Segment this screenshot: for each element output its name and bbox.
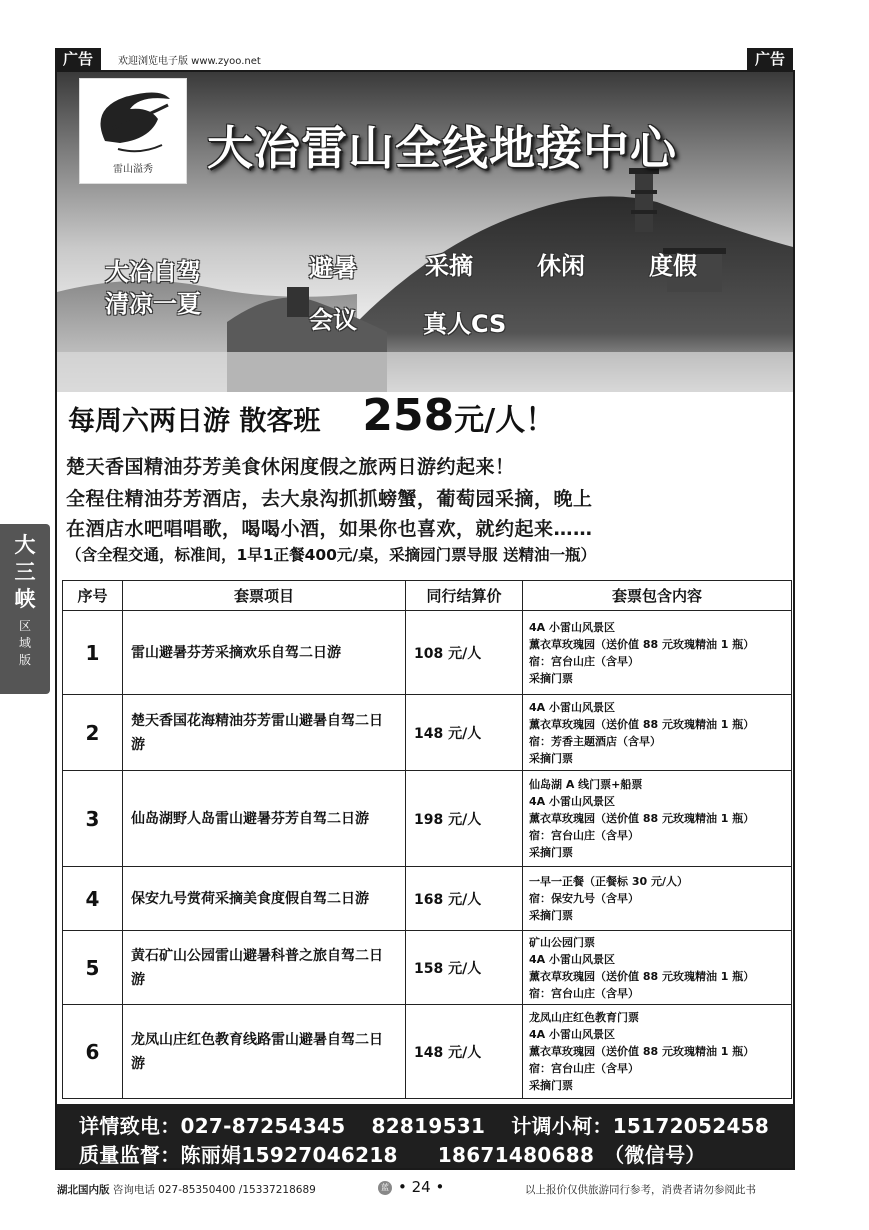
footer-left (57, 1182, 316, 1197)
banner-title: 大冶雷山全线地接中心 (207, 121, 677, 175)
include-line: 薰衣草玫瑰园（送价值 88 元玫瑰精油 1 瓶） (529, 637, 755, 651)
side-tab-title (0, 532, 50, 613)
row-price: 198 元/人 (406, 771, 523, 867)
row-number: 1 (63, 611, 123, 695)
row-number: 5 (63, 931, 123, 1005)
row-item: 雷山避暑芬芳采摘欢乐自驾二日游 (123, 611, 406, 695)
keyword-live-cs: 真人CS (423, 310, 507, 338)
include-line: 宿：芳香主题酒店（含早） (529, 734, 661, 748)
banner (57, 72, 793, 392)
row-number: 3 (63, 771, 123, 867)
row-number: 2 (63, 695, 123, 771)
supervisor-contact: 陈丽娟15927046218 (180, 1143, 398, 1167)
hotline: 咨询电话 027-85350400 /15337218689 (112, 1184, 316, 1196)
ad-label-right: 广告 (747, 48, 793, 70)
disclaimer: 以上报价仅供旅游同行参考，消费者请勿参阅此书 (525, 1184, 756, 1196)
table-row (63, 611, 792, 695)
include-line: 矿山公园门票 (529, 935, 595, 949)
package-note: （含全程交通，标准间，1早1正餐400元/桌，采摘园门票导服 送精油一瓶） (66, 546, 596, 564)
supervision-label: 质量监督： (79, 1143, 181, 1167)
row-item: 龙凤山庄红色教育线路雷山避暑自驾二日游 (123, 1005, 406, 1099)
side-tab-char: 峡 (14, 587, 36, 611)
include-line: 4A 小雷山风景区 (529, 620, 615, 634)
wechat-label: （微信号） (604, 1143, 706, 1167)
keyword-meeting: 会议 (309, 306, 357, 334)
page-number: • 24 • (398, 1178, 445, 1196)
header-item: 套票项目 (123, 581, 406, 611)
keyword-self-drive: 大冶自驾 (105, 258, 201, 286)
include-line: 薰衣草玫瑰园（送价值 88 元玫瑰精油 1 瓶） (529, 969, 755, 983)
row-price: 148 元/人 (406, 1005, 523, 1099)
table-row (63, 771, 792, 867)
include-line: 4A 小雷山风景区 (529, 700, 615, 714)
side-tab-subchar: 域 (18, 636, 31, 650)
include-line: 采摘门票 (529, 909, 573, 922)
keyword-picking: 采摘 (425, 252, 473, 280)
include-line: 采摘门票 (529, 671, 573, 685)
header-price: 同行结算价 (406, 581, 523, 611)
ad-label-left: 广告 (55, 48, 101, 70)
row-item: 楚天香国花海精油芬芳雷山避暑自驾二日游 (123, 695, 406, 771)
price-value: 258 (362, 390, 455, 441)
edition-badge-icon: 蓝 (378, 1181, 392, 1195)
row-number: 4 (63, 867, 123, 931)
contact-line-1 (79, 1110, 769, 1139)
price-headline (68, 390, 555, 440)
include-line: 仙岛湖 A 线门票+船票 (529, 778, 643, 791)
contact-bar (57, 1104, 793, 1168)
side-tab-subtitle (0, 618, 50, 669)
table-row (63, 867, 792, 931)
include-line: 薰衣草玫瑰园（送价值 88 元玫瑰精油 1 瓶） (529, 812, 755, 825)
contact-phone: 027-87254345 (180, 1114, 346, 1138)
include-line: 4A 小雷山风景区 (529, 795, 615, 808)
dispatcher-label: 计调小柯： (511, 1114, 613, 1138)
slogan-line-2: 全程住精油芬芳酒店，去大泉沟抓抓螃蟹，葡萄园采摘，晚上 (66, 488, 593, 510)
slogan-line-1: 楚天香国精油芬芳美食休闲度假之旅两日游约起来！ (66, 456, 515, 478)
supervisor-phone: 18671480688 (437, 1143, 595, 1167)
contact-label: 详情致电： (79, 1114, 181, 1138)
side-region-tab (0, 524, 50, 694)
row-item: 保安九号赏荷采摘美食度假自驾二日游 (123, 867, 406, 931)
site-notice: 欢迎浏览电子版 www.zyoo.net (118, 56, 261, 67)
row-item: 仙岛湖野人岛雷山避暑芬芳自驾二日游 (123, 771, 406, 867)
include-line: 4A 小雷山风景区 (529, 952, 615, 966)
slogan-line-3: 在酒店水吧唱唱歌，喝喝小酒，如果你也喜欢，就约起来…… (66, 518, 593, 540)
dispatcher-phone: 15172052458 (612, 1114, 770, 1138)
header-includes: 套票包含内容 (523, 581, 792, 611)
header-number: 序号 (63, 581, 123, 611)
row-number: 6 (63, 1005, 123, 1099)
table-row (63, 931, 792, 1005)
include-line: 采摘门票 (529, 751, 573, 765)
keyword-summer-resort: 避暑 (309, 254, 357, 282)
brand-logo (79, 78, 187, 184)
row-price: 168 元/人 (406, 867, 523, 931)
contact-phone: 82819531 (371, 1114, 486, 1138)
side-tab-subchar: 版 (18, 653, 31, 667)
row-price: 158 元/人 (406, 931, 523, 1005)
include-line: 薰衣草玫瑰园（送价值 88 元玫瑰精油 1 瓶） (529, 1045, 755, 1058)
include-line: 宿：宫台山庄（含早） (529, 829, 639, 842)
row-price: 148 元/人 (406, 695, 523, 771)
include-line: 薰衣草玫瑰园（送价值 88 元玫瑰精油 1 瓶） (529, 717, 755, 731)
include-line: 宿：宫台山庄（含早） (529, 654, 639, 668)
include-line: 宿：宫台山庄（含早） (529, 986, 639, 1000)
row-includes (523, 611, 792, 695)
edition-name: 湖北国内版 (57, 1184, 110, 1196)
row-item: 黄石矿山公园雷山避暑科普之旅自驾二日游 (123, 931, 406, 1005)
keyword-vacation: 度假 (649, 252, 697, 280)
table-header-row (63, 581, 792, 611)
side-tab-char: 大 (14, 533, 36, 557)
table-row (63, 1005, 792, 1099)
tour-headline: 每周六两日游 散客班 (68, 406, 321, 437)
keyword-cool-summer: 清凉一夏 (105, 290, 201, 318)
row-price: 108 元/人 (406, 611, 523, 695)
tour-package-table (62, 580, 792, 1099)
row-includes (523, 695, 792, 771)
page-number-area (378, 1178, 444, 1196)
row-includes (523, 867, 792, 931)
include-line: 采摘门票 (529, 1079, 573, 1092)
side-tab-char: 三 (14, 560, 36, 584)
include-line: 龙凤山庄红色教育门票 (529, 1011, 639, 1024)
include-line: 采摘门票 (529, 846, 573, 859)
include-line: 一早一正餐（正餐标 30 元/人） (529, 875, 688, 888)
logo-emblem-icon (80, 79, 188, 159)
keyword-leisure: 休闲 (537, 252, 585, 280)
price-unit: 元/人！ (454, 403, 556, 438)
logo-text: 雷山溢秀 (113, 164, 153, 175)
table-row (63, 695, 792, 771)
side-tab-subchar: 区 (18, 619, 31, 633)
include-line: 宿：宫台山庄（含早） (529, 1062, 639, 1075)
include-line: 4A 小雷山风景区 (529, 1028, 615, 1041)
row-includes (523, 771, 792, 867)
include-line: 宿：保安九号（含早） (529, 892, 639, 905)
row-includes (523, 1005, 792, 1099)
row-includes (523, 931, 792, 1005)
contact-line-2 (79, 1139, 706, 1168)
